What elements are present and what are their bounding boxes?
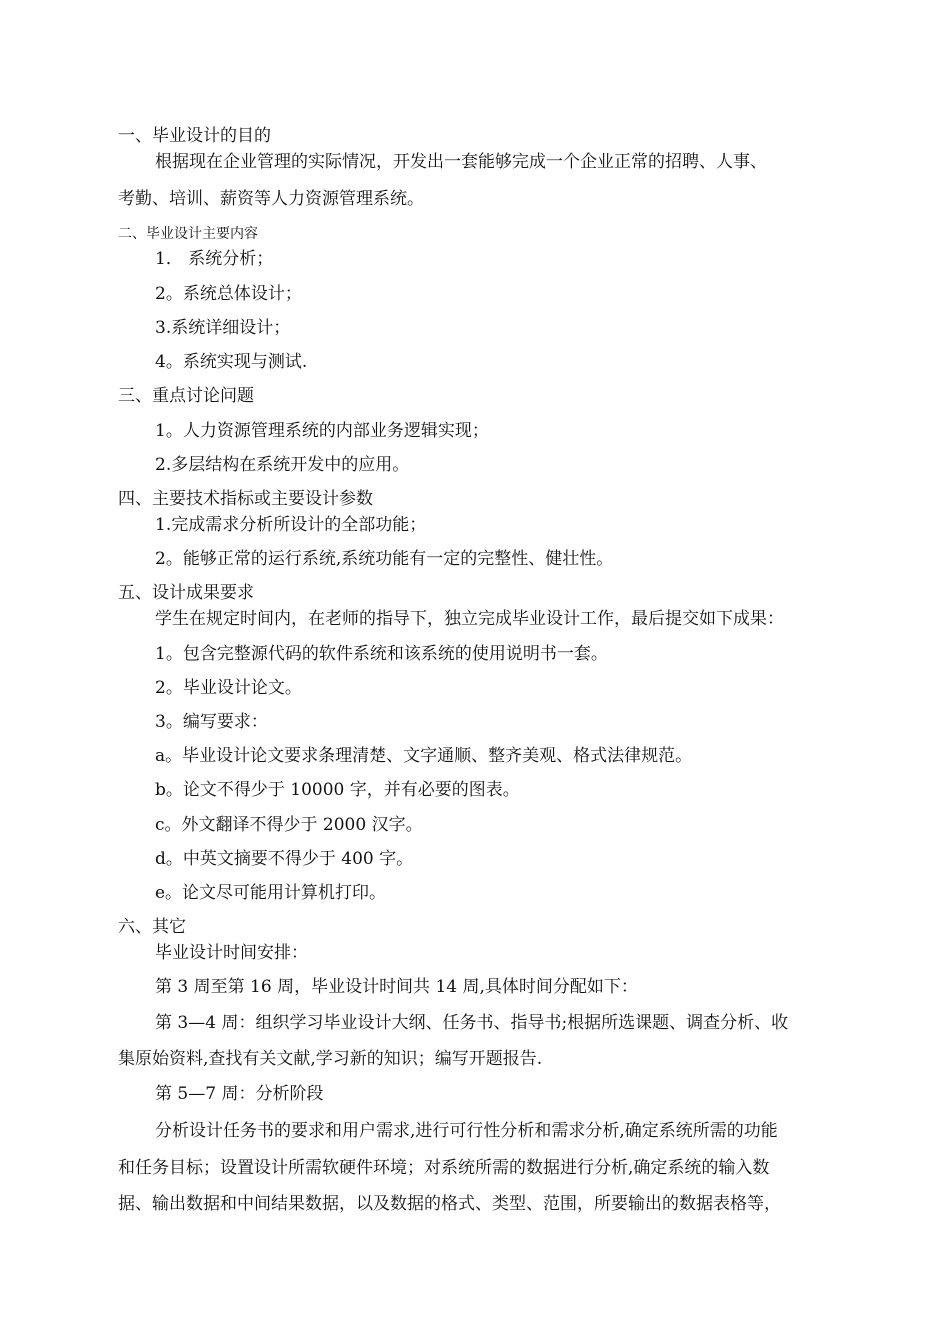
section-1-paragraph-line-1: 根据现在企业管理的实际情况，开发出一套能够完成一个企业正常的招聘、人事、 — [155, 152, 767, 172]
section-6-line-5a: 分析设计任务书的要求和用户需求,进行可行性分析和需求分析,确定系统所需的功能 — [155, 1121, 778, 1141]
section-3-heading: 三、重点讨论问题 — [118, 386, 254, 406]
section-5-item-d: d。中英文摘要不得少于 400 字。 — [155, 849, 414, 869]
section-2-item-2: 2。系统总体设计； — [155, 284, 302, 304]
section-6-line-3a: 第 3—4 周：组织学习毕业设计大纲、任务书、指导书;根据所选课题、调查分析、收 — [155, 1013, 789, 1033]
section-4-heading: 四、主要技术指标或主要设计参数 — [118, 489, 373, 509]
section-5-item-1: 1。包含完整源代码的软件系统和该系统的使用说明书一套。 — [155, 644, 608, 664]
section-3-item-1: 1。人力资源管理系统的内部业务逻辑实现； — [155, 421, 489, 441]
section-6-line-1: 毕业设计时间安排： — [155, 943, 308, 963]
section-6-line-5b: 和任务目标；设置设计所需软硬件环境；对系统所需的数据进行分析,确定系统的输入数 — [118, 1158, 770, 1178]
section-1-paragraph-line-2: 考勤、培训、薪资等人力资源管理系统。 — [118, 189, 424, 209]
section-5-item-e: e。论文尽可能用计算机打印。 — [155, 883, 387, 903]
section-3-item-2: 2.多层结构在系统开发中的应用。 — [155, 455, 410, 475]
section-4-item-2: 2。能够正常的运行系统,系统功能有一定的完整性、健壮性。 — [155, 549, 614, 569]
section-2-heading: 二、毕业设计主要内容 — [118, 226, 258, 242]
section-5-heading: 五、设计成果要求 — [118, 583, 254, 603]
section-6-heading: 六、其它 — [118, 917, 186, 937]
section-5-intro: 学生在规定时间内，在老师的指导下，独立完成毕业设计工作，最后提交如下成果： — [155, 609, 784, 629]
section-5-item-c: c。外文翻译不得少于 2000 汉字。 — [155, 815, 423, 835]
section-1-heading: 一、毕业设计的目的 — [118, 126, 271, 146]
section-6-line-4: 第 5—7 周：分析阶段 — [155, 1084, 324, 1104]
section-5-item-b: b。论文不得少于 10000 字，并有必要的图表。 — [155, 780, 520, 800]
section-5-item-2: 2。毕业设计论文。 — [155, 678, 302, 698]
section-2-item-1: 1． 系统分析； — [155, 249, 274, 269]
section-2-item-3: 3.系统详细设计； — [155, 318, 291, 338]
section-5-item-3: 3。编写要求： — [155, 712, 268, 732]
section-5-item-a: a。毕业设计论文要求条理清楚、文字通顺、整齐美观、格式法律规范。 — [155, 746, 693, 766]
section-4-item-1: 1.完成需求分析所设计的全部功能； — [155, 515, 427, 535]
section-6-line-2: 第 3 周至第 16 周，毕业设计时间共 14 周,具体时间分配如下： — [155, 977, 638, 997]
section-6-line-5c: 据、输出数据和中间结果数据，以及数据的格式、类型、范围，所要输出的数据表格等， — [118, 1194, 781, 1214]
section-6-line-3b: 集原始资料,查找有关文献,学习新的知识；编写开题报告. — [118, 1049, 543, 1069]
section-2-item-4: 4。系统实现与测试. — [155, 352, 308, 372]
